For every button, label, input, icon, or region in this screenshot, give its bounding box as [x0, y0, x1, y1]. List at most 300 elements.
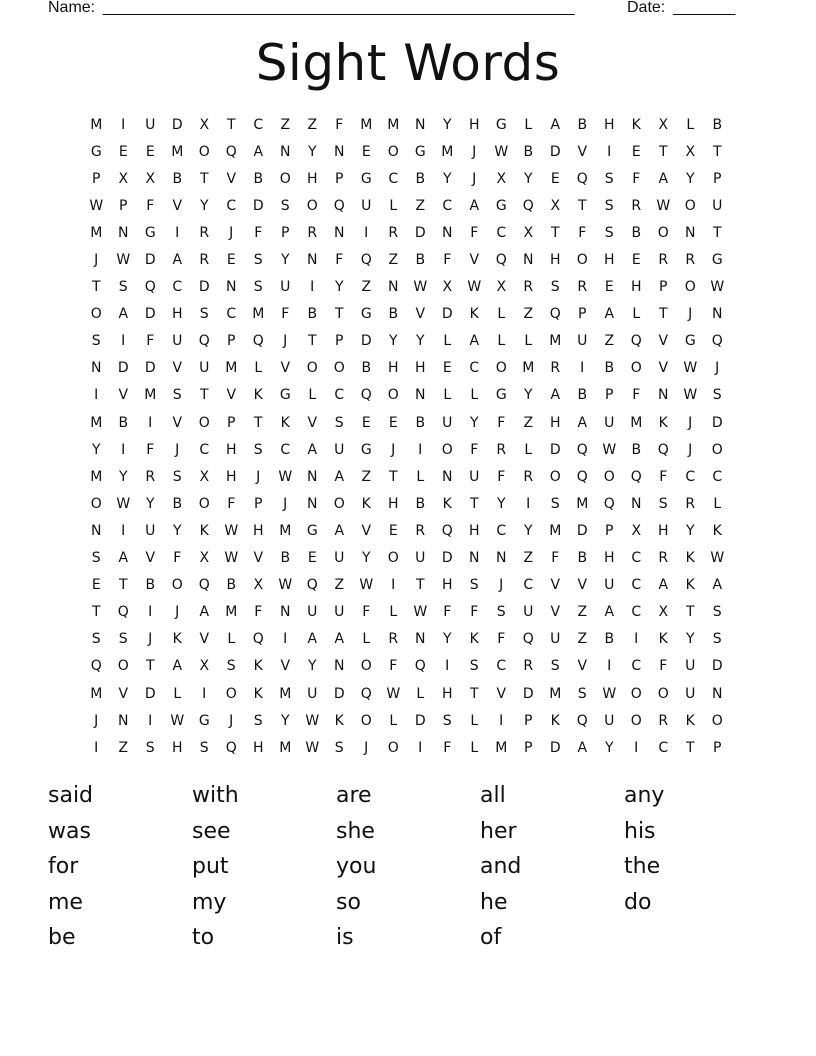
grid-letter: F [227, 495, 236, 512]
grid-letter: H [603, 550, 616, 567]
grid-letter: B [118, 414, 129, 431]
grid-letter: D [252, 197, 265, 214]
grid-letter: B [577, 387, 588, 404]
word-bank-item: all [480, 783, 506, 809]
grid-letter: P [524, 712, 533, 729]
grid-letter: M [441, 143, 454, 160]
grid-letter: B [577, 550, 588, 567]
grid-letter: C [496, 522, 507, 539]
grid-letter: Q [225, 143, 238, 160]
grid-letter: V [469, 252, 480, 269]
grid-letter: L [416, 685, 425, 702]
grid-letter: J [283, 333, 288, 350]
grid-letter: R [388, 224, 399, 241]
grid-letter: C [631, 658, 642, 675]
grid-letter: S [91, 631, 102, 648]
grid-letter: X [523, 224, 534, 241]
grid-letter: P [659, 279, 668, 296]
grid-letter: I [148, 604, 153, 621]
grid-letter: Q [630, 333, 643, 350]
grid-letter: W [494, 143, 509, 160]
grid-letter: I [580, 360, 585, 377]
grid-letter: U [550, 631, 561, 648]
grid-letter: H [414, 360, 427, 377]
grid-letter: B [280, 550, 291, 567]
grid-letter: P [713, 170, 722, 187]
grid-letter: Q [360, 387, 373, 404]
grid-letter: Z [361, 468, 372, 485]
grid-letter: Y [442, 631, 453, 648]
grid-letter: S [577, 685, 588, 702]
grid-letter: E [631, 143, 642, 160]
grid-letter: T [199, 387, 210, 404]
grid-letter: A [307, 441, 318, 458]
grid-letter: A [577, 414, 588, 431]
grid-letter: I [121, 441, 126, 458]
grid-letter: R [577, 279, 588, 296]
grid-letter: M [279, 522, 292, 539]
grid-letter: C [172, 279, 183, 296]
grid-letter: J [715, 360, 720, 377]
grid-letter: H [603, 252, 616, 269]
grid-letter: L [362, 631, 371, 648]
grid-letter: C [496, 224, 507, 241]
grid-letter: T [469, 685, 480, 702]
grid-letter: Y [523, 387, 534, 404]
grid-letter: D [360, 333, 373, 350]
grid-letter: R [658, 550, 669, 567]
grid-letter: Q [603, 495, 616, 512]
grid-letter: S [253, 252, 264, 269]
grid-letter: A [469, 333, 480, 350]
grid-letter: O [387, 550, 400, 567]
grid-letter: F [659, 658, 668, 675]
grid-letter: Y [307, 658, 318, 675]
grid-letter: W [305, 739, 320, 756]
grid-letter: Y [199, 197, 210, 214]
grid-letter: R [415, 522, 426, 539]
grid-letter: L [497, 306, 506, 323]
grid-letter: U [334, 441, 345, 458]
grid-letter: P [119, 197, 128, 214]
grid-letter: V [172, 197, 183, 214]
grid-letter: E [361, 414, 372, 431]
grid-letter: G [495, 197, 508, 214]
grid-letter: Z [361, 279, 372, 296]
grid-letter: V [118, 387, 129, 404]
grid-letter: U [685, 658, 696, 675]
grid-letter: M [576, 495, 589, 512]
grid-letter: O [495, 360, 508, 377]
grid-letter: O [441, 441, 454, 458]
grid-letter: B [631, 224, 642, 241]
grid-letter: G [495, 116, 508, 133]
word-bank-item: are [336, 783, 372, 809]
grid-letter: H [252, 739, 265, 756]
grid-letter: L [308, 387, 317, 404]
grid-letter: N [307, 468, 318, 485]
grid-letter: B [712, 116, 723, 133]
grid-letter: J [148, 631, 153, 648]
grid-letter: Y [91, 441, 102, 458]
grid-letter: W [656, 197, 671, 214]
grid-letter: Z [577, 604, 588, 621]
grid-letter: N [334, 224, 345, 241]
grid-letter: N [307, 252, 318, 269]
grid-letter: Q [360, 685, 373, 702]
grid-letter: Q [198, 577, 211, 594]
grid-letter: T [91, 279, 102, 296]
grid-letter: O [360, 712, 373, 729]
grid-letter: S [469, 577, 480, 594]
grid-letter: L [713, 495, 722, 512]
grid-letter: K [334, 712, 345, 729]
grid-letter: R [685, 495, 696, 512]
grid-letter: A [469, 197, 480, 214]
grid-letter: U [577, 333, 588, 350]
grid-letter: V [280, 658, 291, 675]
grid-letter: K [712, 522, 723, 539]
grid-letter: G [684, 333, 697, 350]
grid-letter: I [148, 414, 153, 431]
grid-letter: V [253, 550, 264, 567]
grid-letter: T [334, 306, 345, 323]
grid-letter: S [550, 495, 561, 512]
grid-letter: Q [441, 522, 454, 539]
grid-letter: M [90, 468, 103, 485]
grid-letter: V [199, 631, 210, 648]
grid-letter: O [90, 495, 103, 512]
grid-letter: K [172, 631, 183, 648]
grid-letter: T [712, 224, 723, 241]
grid-letter: Z [523, 550, 534, 567]
grid-letter: F [146, 441, 155, 458]
grid-letter: S [253, 441, 264, 458]
grid-letter: Y [685, 631, 696, 648]
grid-letter: F [254, 604, 263, 621]
grid-letter: N [469, 550, 480, 567]
grid-letter: A [118, 550, 129, 567]
grid-letter: U [415, 550, 426, 567]
grid-letter: F [146, 333, 155, 350]
grid-letter: T [199, 170, 210, 187]
grid-letter: Q [549, 306, 562, 323]
grid-letter: E [145, 143, 156, 160]
grid-letter: L [416, 468, 425, 485]
word-bank [48, 778, 768, 956]
grid-letter: Y [469, 414, 480, 431]
grid-letter: X [199, 116, 210, 133]
grid-letter: Z [307, 116, 318, 133]
grid-letter: A [307, 631, 318, 648]
grid-letter: S [280, 197, 291, 214]
grid-letter: W [116, 495, 131, 512]
grid-letter: U [145, 522, 156, 539]
grid-letter: R [658, 252, 669, 269]
grid-letter: S [604, 170, 615, 187]
word-bank-item: my [192, 889, 227, 915]
grid-letter: K [361, 495, 372, 512]
grid-letter: V [550, 604, 561, 621]
grid-letter: Q [630, 468, 643, 485]
grid-letter: A [658, 170, 669, 187]
grid-letter: M [90, 116, 103, 133]
grid-letter: U [442, 414, 453, 431]
grid-letter: D [549, 143, 562, 160]
grid-letter: I [364, 224, 369, 241]
grid-letter: Q [414, 658, 427, 675]
grid-letter: R [523, 279, 534, 296]
grid-letter: Y [442, 116, 453, 133]
grid-letter: L [524, 441, 533, 458]
grid-letter: R [658, 712, 669, 729]
grid-letter: U [334, 604, 345, 621]
page-title: Sight Words [255, 34, 561, 92]
grid-letter: H [441, 685, 454, 702]
grid-letter: O [387, 143, 400, 160]
grid-letter: M [495, 739, 508, 756]
grid-letter: O [306, 197, 319, 214]
grid-letter: W [386, 685, 401, 702]
grid-letter: H [306, 170, 319, 187]
grid-letter: S [712, 387, 723, 404]
grid-letter: E [550, 170, 561, 187]
grid-letter: Z [523, 414, 534, 431]
grid-letter: F [659, 468, 668, 485]
grid-letter: F [389, 658, 398, 675]
grid-letter: H [468, 522, 481, 539]
word-bank-item: see [192, 818, 231, 844]
grid-letter: B [388, 306, 399, 323]
grid-letter: Z [280, 116, 291, 133]
grid-letter: S [604, 224, 615, 241]
grid-letter: N [442, 224, 453, 241]
grid-letter: J [94, 712, 99, 729]
grid-letter: M [225, 604, 238, 621]
grid-letter: D [549, 739, 562, 756]
grid-letter: F [470, 441, 479, 458]
grid-letter: T [253, 414, 264, 431]
grid-letter: I [283, 631, 288, 648]
grid-letter: H [387, 360, 400, 377]
grid-letter: I [391, 577, 396, 594]
grid-letter: F [470, 224, 479, 241]
grid-letter: C [280, 441, 291, 458]
grid-letter: K [685, 550, 696, 567]
grid-letter: N [415, 631, 426, 648]
grid-letter: B [415, 414, 426, 431]
letter-grid [83, 111, 731, 761]
grid-letter: O [279, 170, 292, 187]
grid-letter: U [604, 577, 615, 594]
grid-letter: T [91, 604, 102, 621]
grid-letter: O [549, 468, 562, 485]
grid-letter: B [604, 631, 615, 648]
grid-letter: F [443, 739, 452, 756]
grid-letter: A [253, 143, 264, 160]
grid-letter: U [307, 685, 318, 702]
grid-letter: A [334, 522, 345, 539]
grid-letter: O [198, 414, 211, 431]
grid-letter: A [172, 252, 183, 269]
grid-letter: K [199, 522, 210, 539]
grid-letter: W [278, 468, 293, 485]
grid-letter: A [334, 468, 345, 485]
grid-letter: S [253, 279, 264, 296]
grid-letter: L [443, 333, 452, 350]
grid-letter: K [469, 306, 480, 323]
grid-letter: Q [360, 252, 373, 269]
grid-letter: Q [657, 441, 670, 458]
grid-letter: Q [333, 197, 346, 214]
grid-letter: Y [604, 739, 615, 756]
grid-letter: T [388, 468, 399, 485]
grid-letter: T [658, 306, 669, 323]
word-bank-item: do [624, 889, 652, 915]
grid-letter: Q [144, 279, 157, 296]
name-blank-line: _____________________________________________________ [103, 0, 575, 16]
word-bank-item: any [624, 783, 665, 809]
grid-letter: F [497, 414, 506, 431]
grid-letter: K [253, 387, 264, 404]
word-bank-item: put [192, 854, 229, 880]
grid-letter: F [497, 468, 506, 485]
grid-letter: M [90, 414, 103, 431]
grid-letter: Y [523, 170, 534, 187]
grid-letter: M [360, 116, 373, 133]
grid-letter: Q [711, 333, 724, 350]
grid-letter: Q [306, 577, 319, 594]
grid-letter: K [253, 685, 264, 702]
grid-letter: F [254, 224, 263, 241]
grid-letter: I [607, 143, 612, 160]
grid-letter: O [684, 279, 697, 296]
grid-letter: D [144, 685, 157, 702]
grid-letter: N [496, 550, 507, 567]
grid-letter: Y [523, 522, 534, 539]
grid-letter: C [658, 739, 669, 756]
grid-letter: A [550, 387, 561, 404]
grid-letter: F [443, 604, 452, 621]
grid-letter: N [388, 279, 399, 296]
grid-letter: S [550, 279, 561, 296]
name-label: Name: [48, 0, 96, 16]
grid-letter: O [117, 658, 130, 675]
grid-letter: D [576, 522, 589, 539]
grid-letter: U [361, 197, 372, 214]
grid-letter: X [685, 143, 696, 160]
grid-letter: G [306, 522, 319, 539]
grid-letter: S [604, 197, 615, 214]
grid-letter: I [418, 441, 423, 458]
grid-letter: W [413, 604, 428, 621]
grid-letter: O [333, 360, 346, 377]
grid-letter: I [634, 739, 639, 756]
grid-letter: H [252, 522, 265, 539]
grid-letter: Z [577, 631, 588, 648]
grid-letter: P [227, 333, 236, 350]
grid-letter: Q [576, 441, 589, 458]
grid-letter: U [604, 414, 615, 431]
grid-letter: C [226, 306, 237, 323]
grid-letter: D [711, 658, 724, 675]
grid-letter: E [226, 252, 237, 269]
grid-letter: D [117, 360, 130, 377]
grid-letter: D [414, 224, 427, 241]
word-bank-item: so [336, 889, 361, 915]
grid-letter: S [469, 658, 480, 675]
grid-letter: G [711, 252, 724, 269]
grid-letter: S [199, 739, 210, 756]
grid-letter: V [307, 414, 318, 431]
grid-letter: R [307, 224, 318, 241]
grid-letter: O [657, 685, 670, 702]
grid-letter: N [334, 658, 345, 675]
grid-letter: T [226, 116, 237, 133]
grid-letter: R [199, 252, 210, 269]
grid-letter: W [467, 279, 482, 296]
grid-letter: F [578, 224, 587, 241]
grid-letter: Z [118, 739, 129, 756]
grid-letter: C [388, 170, 399, 187]
grid-letter: I [121, 116, 126, 133]
grid-letter: M [549, 333, 562, 350]
grid-letter: L [524, 333, 533, 350]
grid-letter: R [496, 441, 507, 458]
grid-letter: N [280, 604, 291, 621]
grid-letter: J [472, 143, 477, 160]
grid-letter: D [441, 306, 454, 323]
grid-letter: K [550, 712, 561, 729]
grid-letter: P [524, 739, 533, 756]
grid-letter: O [630, 712, 643, 729]
grid-letter: Y [442, 170, 453, 187]
grid-letter: L [254, 360, 263, 377]
grid-letter: Q [576, 170, 589, 187]
grid-letter: X [550, 197, 561, 214]
grid-letter: O [630, 360, 643, 377]
grid-letter: D [144, 252, 157, 269]
grid-letter: E [388, 522, 399, 539]
grid-letter: J [229, 224, 234, 241]
grid-letter: A [199, 604, 210, 621]
grid-letter: R [685, 252, 696, 269]
grid-letter: G [414, 143, 427, 160]
word-bank-item: you [336, 854, 377, 880]
grid-letter: V [550, 577, 561, 594]
grid-letter: C [631, 550, 642, 567]
grid-letter: E [118, 143, 129, 160]
grid-letter: G [360, 306, 373, 323]
grid-letter: M [549, 685, 562, 702]
grid-letter: Y [388, 333, 399, 350]
grid-letter: H [630, 279, 643, 296]
grid-letter: N [415, 387, 426, 404]
grid-letter: W [89, 197, 104, 214]
grid-letter: Z [388, 252, 399, 269]
grid-letter: V [118, 685, 129, 702]
grid-letter: N [334, 143, 345, 160]
grid-letter: E [361, 143, 372, 160]
grid-letter: C [442, 197, 453, 214]
grid-letter: Z [334, 577, 345, 594]
grid-letter: T [658, 143, 669, 160]
grid-letter: Z [604, 333, 615, 350]
grid-letter: U [604, 712, 615, 729]
grid-letter: S [334, 739, 345, 756]
word-bank-item: said [48, 783, 94, 809]
grid-letter: N [523, 252, 534, 269]
